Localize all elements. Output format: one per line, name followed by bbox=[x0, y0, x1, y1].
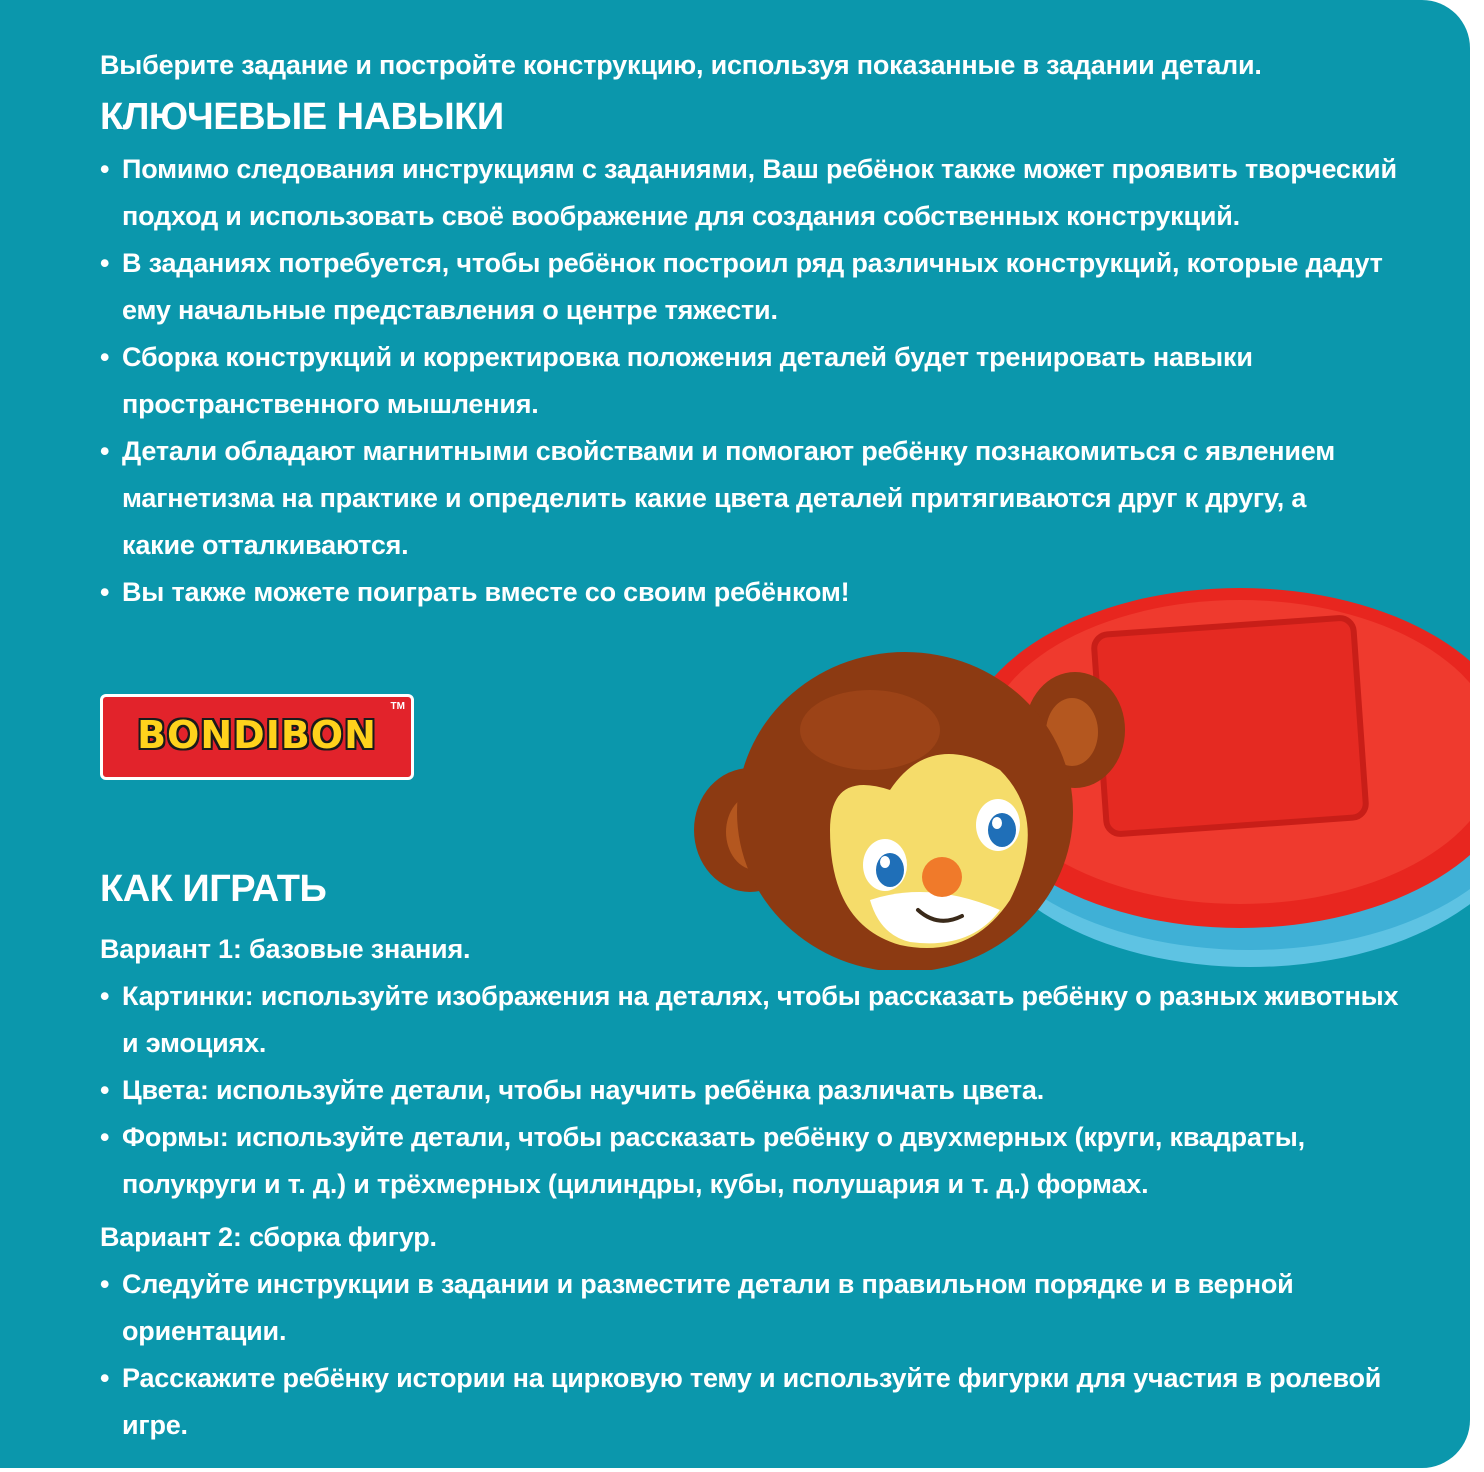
logo-trademark: TM bbox=[390, 701, 405, 712]
how-to-play-heading: КАК ИГРАТЬ bbox=[100, 868, 327, 910]
list-item: • Вы также можете поиграть вместе со своим ребёнком! bbox=[100, 569, 1397, 616]
list-item: • Расскажите ребёнку истории на цирковую тему и используйте фигурки для участия в ролевой игре. bbox=[100, 1355, 1381, 1449]
bondibon-logo bbox=[100, 694, 414, 780]
key-skills-heading: КЛЮЧЕВЫЕ НАВЫКИ bbox=[100, 96, 504, 138]
list-item: • Помимо следования инструкциям с заданиями, Ваш ребёнок также может проявить творческий подход и использовать своё воображение для создания собственных конструкций. bbox=[100, 146, 1397, 240]
list-item: • Сборка конструкций и корректировка положения деталей будет тренировать навыки пространственного мышления. bbox=[100, 334, 1397, 428]
list-item: • Следуйте инструкции в задании и разместите детали в правильном порядке и в верной ориентации. bbox=[100, 1261, 1381, 1355]
list-item: • В заданиях потребуется, чтобы ребёнок построил ряд различных конструкций, которые дадут ему начальные представления о центре тяжести. bbox=[100, 240, 1397, 334]
variant-1-list bbox=[100, 973, 1398, 1208]
monkey-nose bbox=[922, 857, 962, 897]
list-item: • Цвета: используйте детали, чтобы научить ребёнка различать цвета. bbox=[100, 1067, 1398, 1114]
logo-wordmark: BONDIBON bbox=[137, 713, 377, 757]
key-skills-list bbox=[100, 146, 1397, 616]
list-item: • Детали обладают магнитными свойствами и помогают ребёнку познакомиться с явлением магнетизма на практике и определить какие цвета деталей притягиваются друг к другу, а какие отталкиваются. bbox=[100, 428, 1397, 569]
list-item: • Формы: используйте детали, чтобы рассказать ребёнку о двухмерных (круги, квадраты, полукруги и т. д.) и трёхмерных (цилиндры, кубы, полушария и т. д.) формах. bbox=[100, 1114, 1398, 1208]
red-base-square bbox=[1093, 617, 1366, 835]
variant-2-title: Вариант 2: сборка фигур. bbox=[100, 1222, 437, 1252]
monkey-toy-illustration bbox=[680, 580, 1470, 970]
intro-text: Выберите задание и постройте конструкцию, используя показанные в задании детали. bbox=[100, 50, 1262, 80]
variant-2-list bbox=[100, 1261, 1381, 1449]
variant-1-title: Вариант 1: базовые знания. bbox=[100, 934, 471, 964]
list-item: • Картинки: используйте изображения на деталях, чтобы рассказать ребёнку о разных животных и эмоциях. bbox=[100, 973, 1398, 1067]
